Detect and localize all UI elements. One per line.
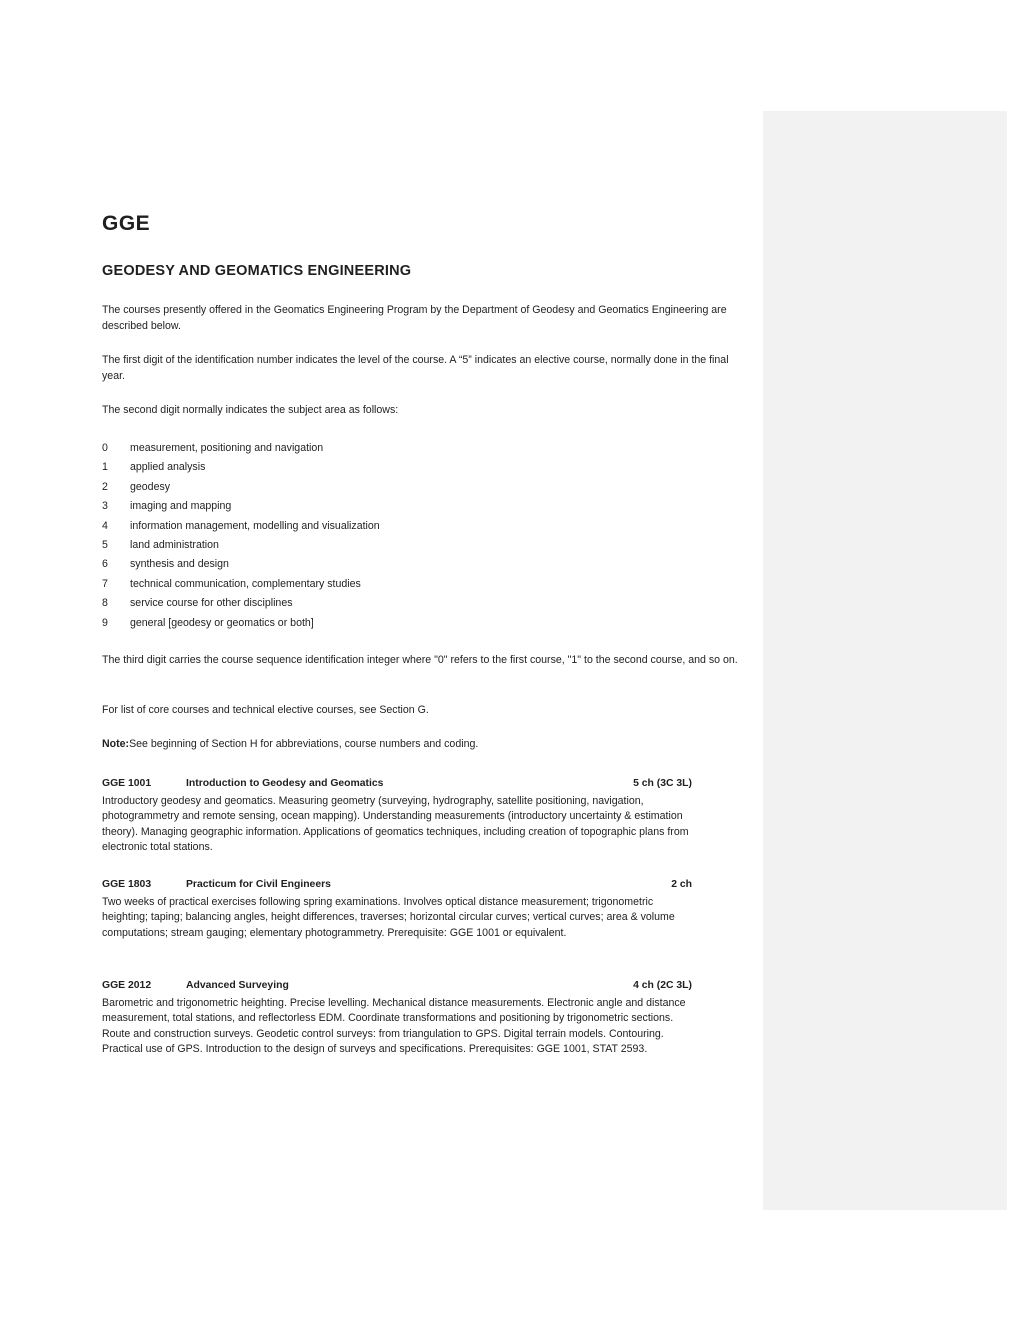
code-digit: 4 [102,519,108,532]
course-credit: 4 ch (2C 3L) [633,980,692,991]
list-item [102,499,502,518]
code-digit: 5 [102,538,108,551]
list-item [102,538,502,557]
code-label: synthesis and design [130,558,229,571]
page-title: GGE [102,212,151,235]
course-entry [102,776,692,856]
code-digit: 0 [102,442,108,454]
course-header [102,776,692,794]
course-title: Practicum for Civil Engineers [186,879,331,890]
code-label: land administration [130,538,219,551]
note-text: See beginning of Section H for abbreviations, course numbers and coding. [129,738,479,750]
note-paragraph [102,737,750,753]
list-item [102,460,502,479]
course-description: Introductory geodesy and geomatics. Measuring geometry (surveying, hydrography, satellite positioning, navigation, photogrammetry and remote sensing, ocean mapping). Understanding measurements (introductory uncertainty & estimation theory). Managing geographic information. Applications of geomatics techniques, including creation of topographic plans from electronic total stations. [102,795,689,854]
course-header [102,978,692,996]
course-entry [102,978,692,1058]
course-code: GGE 1001 [102,778,152,789]
course-description: Two weeks of practical exercises following spring examinations. Involves optical distance measurement; trigonometric heighting; taping; balancing angles, height differences, traverses; horizontal circular curves; vertical curves; area & volume computations; stream gauging; elementary photogrammetry. Prerequisite: GGE 1001 or equivalent. [102,896,675,939]
subject-code-list [102,441,502,635]
list-item [102,480,502,499]
code-label: general [geodesy or geomatics or both] [130,616,314,629]
list-item [102,441,502,460]
list-item [102,577,502,596]
code-digit: 1 [102,461,108,474]
code-digit: 3 [102,500,108,513]
code-label: imaging and mapping [130,500,232,513]
code-label: measurement, positioning and navigation [130,442,324,454]
code-digit: 6 [102,558,108,571]
intro-paragraph-1: The courses presently offered in the Geomatics Engineering Program by the Department of Geodesy and Geomatics Engineering are described below. [102,304,727,332]
course-header [102,877,692,895]
intro-paragraph-3: The second digit normally indicates the subject area as follows: [102,404,399,416]
course-code: GGE 1803 [102,879,152,890]
code-digit: 9 [102,616,108,629]
course-description: Barometric and trigonometric heighting. Precise levelling. Mechanical distance measurements. Electronic angle and distance measurement, total stations, and reflectorless EDM. Coordinate transformations and positioning by trigonometric sections. Route and construction surveys. Geodetic control surveys: from triangulation to GPS. Digital terrain models. Contouring. Practical use of GPS. Introduction to the design of surveys and specifications. Prerequisites: GGE 1001, STAT 2593. [102,997,686,1056]
code-digit: 8 [102,597,108,610]
course-title: Advanced Surveying [186,980,289,991]
course-credit: 2 ch [671,879,692,890]
code-label: geodesy [130,480,171,493]
code-label: applied analysis [130,461,206,474]
notes-paragraph-4: The third digit carries the course sequence identification integer where "0" refers to the first course, "1" to the second course, and so on. [102,654,738,666]
list-item [102,596,502,615]
list-item [102,519,502,538]
code-digit: 2 [102,480,108,493]
course-code: GGE 2012 [102,980,152,991]
course-credit: 5 ch (3C 3L) [633,778,692,789]
code-digit: 7 [102,577,108,590]
course-entry [102,877,692,941]
note-label: Note: [102,738,130,750]
intro-paragraph-2: The first digit of the identification number indicates the level of the course. A “5” indicates an elective course, normally done in the final year. [102,354,729,382]
code-label: information management, modelling and visualization [130,519,380,532]
code-label: service course for other disciplines [130,597,293,610]
course-title: Introduction to Geodesy and Geomatics [186,778,384,789]
notes-paragraph-5: For list of core courses and technical elective courses, see Section G. [102,704,429,716]
list-item [102,616,502,635]
page-subtitle: GEODESY AND GEOMATICS ENGINEERING [102,263,412,279]
code-label: technical communication, complementary studies [130,577,361,590]
list-item [102,557,502,576]
comment-pane [763,111,1007,1210]
